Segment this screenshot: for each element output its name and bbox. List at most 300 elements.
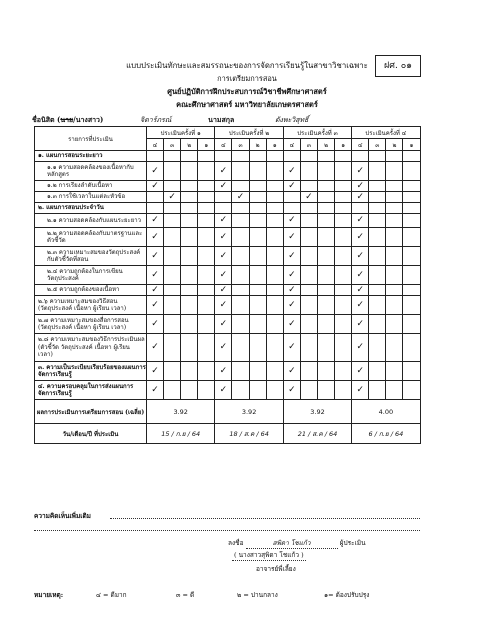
result-label: ผลการประเมินการเตรียมการสอน (เฉลี่ย) [35, 400, 147, 424]
rating-cell [369, 296, 386, 315]
level-header: ๒ [249, 139, 266, 151]
item-label: ๒.๖ ความเหมาะสมของวิธีสอน (วัตถุประสงค์ เนื้อหา ผู้เรียน เวลา) [35, 296, 147, 315]
rating-cell [403, 334, 420, 362]
rating-cell [318, 285, 335, 296]
item-label: ๓. ความเป็นระเบียบเรียบร้อยของแผนการจัดการเรียนรู้ [35, 362, 147, 381]
rating-cell [164, 214, 181, 228]
rating-cell [249, 381, 266, 400]
first-name-value: จิดาร์ภรณ์ [140, 116, 172, 124]
evaluation-date: 18 / ส.ค / 64 [215, 424, 283, 444]
rating-cell [266, 228, 283, 247]
center-name: ศูนย์ปฏิบัติการฝึกประสบการณ์วิชาชีพศึกษาศาสตร์ [167, 87, 327, 96]
check-mark-icon: ✓ [215, 285, 232, 296]
rating-cell [318, 151, 335, 162]
rating-cell [318, 181, 335, 192]
rating-cell [300, 381, 317, 400]
rating-cell [164, 151, 181, 162]
rating-cell [249, 285, 266, 296]
rating-cell [403, 214, 420, 228]
rating-cell [249, 266, 266, 285]
check-mark-icon: ✓ [232, 192, 249, 203]
table-row [35, 247, 421, 266]
table-row [35, 214, 421, 228]
rating-cell [369, 214, 386, 228]
item-label: ๑.๓ การใช้เวลาในแต่ละหัวข้อ [35, 192, 147, 203]
rating-cell [318, 214, 335, 228]
rating-cell [181, 381, 198, 400]
rating-cell [335, 203, 352, 214]
rating-cell [352, 151, 369, 162]
table-row [35, 203, 421, 214]
rating-cell [198, 285, 215, 296]
rating-cell [369, 266, 386, 285]
rating-cell [386, 214, 403, 228]
check-mark-icon: ✓ [283, 334, 300, 362]
rating-cell [386, 181, 403, 192]
rating-cell [215, 203, 232, 214]
rating-cell [335, 362, 352, 381]
check-mark-icon: ✓ [147, 181, 164, 192]
rating-cell [147, 203, 164, 214]
rating-cell [198, 203, 215, 214]
level-header: ๑ [266, 139, 283, 151]
rating-cell [266, 192, 283, 203]
comment-label: ความคิดเห็นเพิ่มเติม [34, 512, 91, 520]
level-header: ๑ [335, 139, 352, 151]
level-header: ๒ [318, 139, 335, 151]
rating-cell [181, 228, 198, 247]
check-mark-icon: ✓ [215, 362, 232, 381]
rating-cell [386, 266, 403, 285]
check-mark-icon: ✓ [283, 315, 300, 334]
rating-cell [181, 162, 198, 181]
rating-cell [318, 203, 335, 214]
check-mark-icon: ✓ [215, 315, 232, 334]
rating-cell [232, 315, 249, 334]
rating-cell [318, 247, 335, 266]
rating-cell [403, 247, 420, 266]
rating-cell [198, 247, 215, 266]
item-label: ๑.๑ ความสอดคล้องของเนื้อหากับหลักสูตร [35, 162, 147, 181]
rating-cell [198, 151, 215, 162]
evaluation-date: 15 / ก.ย / 64 [147, 424, 215, 444]
rating-cell [249, 162, 266, 181]
level-header: ๒ [386, 139, 403, 151]
rating-cell [198, 266, 215, 285]
rating-cell [232, 228, 249, 247]
rating-cell [335, 247, 352, 266]
item-label: ๒.๑ ความสอดคล้องกับแผนระยะยาว [35, 214, 147, 228]
level-header: ๓ [369, 139, 386, 151]
rating-cell [386, 315, 403, 334]
rating-cell [198, 181, 215, 192]
rating-cell [181, 203, 198, 214]
check-mark-icon: ✓ [283, 228, 300, 247]
rating-cell [232, 247, 249, 266]
rating-cell [181, 296, 198, 315]
table-row [35, 285, 421, 296]
check-mark-icon: ✓ [352, 228, 369, 247]
rating-cell [318, 266, 335, 285]
check-mark-icon: ✓ [283, 247, 300, 266]
check-mark-icon: ✓ [147, 214, 164, 228]
rating-cell [232, 151, 249, 162]
rating-cell [164, 247, 181, 266]
rating-cell [318, 192, 335, 203]
table-row [35, 228, 421, 247]
rating-cell [403, 162, 420, 181]
rating-cell [403, 266, 420, 285]
note-item: ๒ = ปานกลาง [237, 591, 278, 599]
check-mark-icon: ✓ [215, 214, 232, 228]
rating-cell [232, 296, 249, 315]
level-header: ๓ [232, 139, 249, 151]
rating-cell [300, 296, 317, 315]
result-row [35, 400, 421, 424]
rating-cell [181, 334, 198, 362]
rating-cell [232, 214, 249, 228]
level-header: ๑ [198, 139, 215, 151]
rating-cell [403, 151, 420, 162]
rating-cell [198, 296, 215, 315]
rating-cell [266, 334, 283, 362]
date-label: วัน/เดือน/ปี ที่ประเมิน [35, 424, 147, 444]
rating-cell [249, 192, 266, 203]
item-label: ๔. ความครอบคลุมในการส่งแผนการจัดการเรียนรู้ [35, 381, 147, 400]
rating-cell [249, 362, 266, 381]
rating-cell [266, 285, 283, 296]
rating-cell [249, 247, 266, 266]
check-mark-icon: ✓ [352, 362, 369, 381]
comment-line [110, 518, 420, 519]
rating-cell [164, 228, 181, 247]
rating-cell [181, 315, 198, 334]
evaluation-date: 6 / ก.ย / 64 [352, 424, 420, 444]
item-label: ๒. แผนการสอนประจำวัน [35, 203, 147, 214]
rating-cell [300, 151, 317, 162]
rating-cell [249, 315, 266, 334]
rating-cell [386, 296, 403, 315]
rating-cell [300, 228, 317, 247]
title-struck: นาย [60, 115, 74, 124]
rating-cell [335, 214, 352, 228]
rating-cell [266, 381, 283, 400]
rating-cell [232, 362, 249, 381]
average-score: 4.00 [352, 400, 420, 424]
check-mark-icon: ✓ [283, 181, 300, 192]
rating-cell [181, 192, 198, 203]
rating-cell [164, 266, 181, 285]
rating-cell [386, 247, 403, 266]
rating-cell [335, 315, 352, 334]
rating-cell [232, 334, 249, 362]
rating-cell [335, 192, 352, 203]
rating-cell [266, 266, 283, 285]
rating-cell [335, 162, 352, 181]
item-label: ๒.๒ ความสอดคล้องกับมาตรฐานและตัวชี้วัด [35, 228, 147, 247]
check-mark-icon: ✓ [352, 162, 369, 181]
rating-cell [249, 181, 266, 192]
rating-cell [249, 151, 266, 162]
rating-cell [369, 162, 386, 181]
rating-cell [181, 285, 198, 296]
rating-cell [369, 285, 386, 296]
rating-cell [403, 192, 420, 203]
check-mark-icon: ✓ [215, 381, 232, 400]
level-header: ๔ [283, 139, 300, 151]
check-mark-icon: ✓ [215, 247, 232, 266]
rating-cell [369, 228, 386, 247]
round-header: ประเมินครั้งที่ ๓ [283, 127, 351, 139]
level-header: ๔ [215, 139, 232, 151]
check-mark-icon: ✓ [147, 296, 164, 315]
rating-cell [266, 151, 283, 162]
check-mark-icon: ✓ [215, 181, 232, 192]
rating-cell [249, 296, 266, 315]
rating-cell [386, 334, 403, 362]
rating-cell [266, 203, 283, 214]
check-mark-icon: ✓ [147, 162, 164, 181]
rating-cell [147, 151, 164, 162]
rating-cell [369, 151, 386, 162]
table-row [35, 296, 421, 315]
item-label: ๑. แผนการสอนระยะยาว [35, 151, 147, 162]
rating-cell [181, 362, 198, 381]
check-mark-icon: ✓ [147, 266, 164, 285]
rating-cell [198, 315, 215, 334]
level-header: ๓ [300, 139, 317, 151]
rating-cell [300, 362, 317, 381]
item-label: ๒.๗ ความเหมาะสมของสื่อการสอน (วัตถุประสงค์ เนื้อหา ผู้เรียน เวลา) [35, 315, 147, 334]
rating-cell [403, 203, 420, 214]
round-header: ประเมินครั้งที่ ๔ [352, 127, 420, 139]
signature-line [228, 538, 366, 549]
check-mark-icon: ✓ [147, 228, 164, 247]
name-prefix: ชื่อนิสิต ( [32, 115, 61, 124]
rating-cell [164, 362, 181, 381]
check-mark-icon: ✓ [283, 214, 300, 228]
items-header: รายการที่ประเมิน [35, 127, 147, 151]
rating-cell [352, 203, 369, 214]
item-label: ๒.๘ ความเหมาะสมของวิธีการประเมินผล (ตัวชี้วัด วัตถุประสงค์ เนื้อหา ผู้เรียน เวลา) [35, 334, 147, 362]
rating-cell [386, 285, 403, 296]
rating-cell [369, 203, 386, 214]
rating-cell [300, 203, 317, 214]
round-header: ประเมินครั้งที่ ๑ [147, 127, 215, 139]
check-mark-icon: ✓ [352, 214, 369, 228]
rating-cell [181, 247, 198, 266]
rating-cell [369, 334, 386, 362]
form-code-box: ฝศ. ๐๑ [375, 55, 421, 77]
rating-cell [403, 181, 420, 192]
rating-cell [335, 151, 352, 162]
check-mark-icon: ✓ [147, 285, 164, 296]
rating-cell [386, 162, 403, 181]
level-header: ๓ [164, 139, 181, 151]
surname-label: นามสกุล [208, 115, 235, 124]
form-subtitle: การเตรียมการสอน [217, 74, 277, 83]
rating-cell [198, 214, 215, 228]
check-mark-icon: ✓ [147, 315, 164, 334]
check-mark-icon: ✓ [352, 192, 369, 203]
average-score: 3.92 [283, 400, 351, 424]
rating-cell [335, 296, 352, 315]
check-mark-icon: ✓ [147, 381, 164, 400]
rating-cell [181, 266, 198, 285]
rating-cell [164, 285, 181, 296]
rating-cell [318, 162, 335, 181]
rating-cell [300, 162, 317, 181]
level-header: ๒ [181, 139, 198, 151]
rating-cell [318, 381, 335, 400]
check-mark-icon: ✓ [215, 266, 232, 285]
table-row [35, 162, 421, 181]
rating-cell [249, 203, 266, 214]
rating-cell [266, 296, 283, 315]
rating-cell [232, 203, 249, 214]
rating-cell [335, 334, 352, 362]
check-mark-icon: ✓ [147, 334, 164, 362]
table-row [35, 192, 421, 203]
rating-cell [181, 151, 198, 162]
rating-cell [164, 315, 181, 334]
rating-cell [164, 296, 181, 315]
rating-cell [232, 285, 249, 296]
level-header: ๑ [403, 139, 420, 151]
rating-cell [266, 362, 283, 381]
rating-cell [164, 334, 181, 362]
table-row [35, 181, 421, 192]
table-row [35, 266, 421, 285]
rating-cell [198, 192, 215, 203]
rating-cell [335, 285, 352, 296]
evaluator-role: อาจารย์พี่เลี้ยง [256, 565, 296, 573]
rating-cell [232, 181, 249, 192]
evaluation-date: 21 / ส.ค / 64 [283, 424, 351, 444]
evaluation-table [34, 126, 421, 444]
check-mark-icon: ✓ [352, 334, 369, 362]
rating-cell [403, 381, 420, 400]
rating-cell [403, 285, 420, 296]
check-mark-icon: ✓ [215, 334, 232, 362]
rating-cell [300, 285, 317, 296]
table-row [35, 151, 421, 162]
rating-cell [249, 228, 266, 247]
rating-cell [266, 181, 283, 192]
name-suffix: /นางสาว) [73, 115, 104, 124]
rating-cell [266, 315, 283, 334]
check-mark-icon: ✓ [283, 266, 300, 285]
rating-cell [403, 228, 420, 247]
check-mark-icon: ✓ [215, 228, 232, 247]
check-mark-icon: ✓ [352, 266, 369, 285]
rating-cell [215, 151, 232, 162]
rating-cell [249, 214, 266, 228]
level-header: ๔ [147, 139, 164, 151]
item-label: ๒.๔ ความถูกต้องในการเขียนวัตถุประสงค์ [35, 266, 147, 285]
rating-cell [386, 362, 403, 381]
rating-cell [164, 162, 181, 181]
rating-cell [386, 381, 403, 400]
check-mark-icon: ✓ [215, 296, 232, 315]
rating-cell [318, 228, 335, 247]
rating-cell [403, 315, 420, 334]
notes-label: หมายเหตุ: [34, 591, 64, 599]
rating-cell [198, 381, 215, 400]
surname-value: ดังพะวิสุทธิ์ [275, 116, 309, 124]
rating-cell [403, 296, 420, 315]
rating-cell [300, 266, 317, 285]
rating-cell [335, 266, 352, 285]
rating-cell [300, 315, 317, 334]
rating-cell [232, 162, 249, 181]
rating-cell [369, 315, 386, 334]
rating-cell [198, 334, 215, 362]
rating-cell [198, 362, 215, 381]
item-label: ๒.๓ ความเหมาะสมของวัตถุประสงค์กับตัวชี้วัดที่สอน [35, 247, 147, 266]
rating-cell [335, 381, 352, 400]
rating-cell [318, 362, 335, 381]
rating-cell [266, 214, 283, 228]
check-mark-icon: ✓ [283, 285, 300, 296]
table-row [35, 381, 421, 400]
check-mark-icon: ✓ [164, 192, 181, 203]
check-mark-icon: ✓ [147, 362, 164, 381]
rating-cell [283, 203, 300, 214]
rating-cell [283, 151, 300, 162]
check-mark-icon: ✓ [352, 315, 369, 334]
rating-cell [164, 203, 181, 214]
rating-cell [232, 381, 249, 400]
rating-cell [283, 192, 300, 203]
check-mark-icon: ✓ [283, 362, 300, 381]
check-mark-icon: ✓ [352, 296, 369, 315]
rating-cell [300, 247, 317, 266]
faculty-name: คณะศึกษาศาสตร์ มหาวิทยาลัยเกษตรศาสตร์ [176, 100, 318, 109]
rating-cell [318, 315, 335, 334]
rating-cell [369, 192, 386, 203]
rating-cell [266, 162, 283, 181]
sign-prefix: ลงชื่อ [228, 539, 244, 547]
item-label: ๒.๕ ความถูกต้องของเนื้อหา [35, 285, 147, 296]
check-mark-icon: ✓ [352, 247, 369, 266]
check-mark-icon: ✓ [352, 181, 369, 192]
rating-cell [300, 181, 317, 192]
signature-value: สพิดา โชแก้ว [246, 538, 338, 549]
rating-cell [249, 334, 266, 362]
rating-cell [164, 381, 181, 400]
rating-cell [386, 151, 403, 162]
check-mark-icon: ✓ [300, 192, 317, 203]
level-header: ๔ [352, 139, 369, 151]
evaluator-label: ผู้ประเมิน [339, 539, 366, 547]
rating-cell [164, 181, 181, 192]
check-mark-icon: ✓ [283, 381, 300, 400]
check-mark-icon: ✓ [352, 285, 369, 296]
note-item: ๓ = ดี [176, 591, 195, 599]
rating-cell [300, 214, 317, 228]
comment-line [34, 530, 420, 531]
rating-cell [266, 247, 283, 266]
rating-cell [181, 214, 198, 228]
item-label: ๑.๒ การเรียงลำดับเนื้อหา [35, 181, 147, 192]
rating-cell [369, 362, 386, 381]
note-item: ๔ = ดีมาก [96, 591, 127, 599]
table-row [35, 334, 421, 362]
round-header: ประเมินครั้งที่ ๒ [215, 127, 283, 139]
check-mark-icon: ✓ [283, 162, 300, 181]
rating-cell [147, 192, 164, 203]
